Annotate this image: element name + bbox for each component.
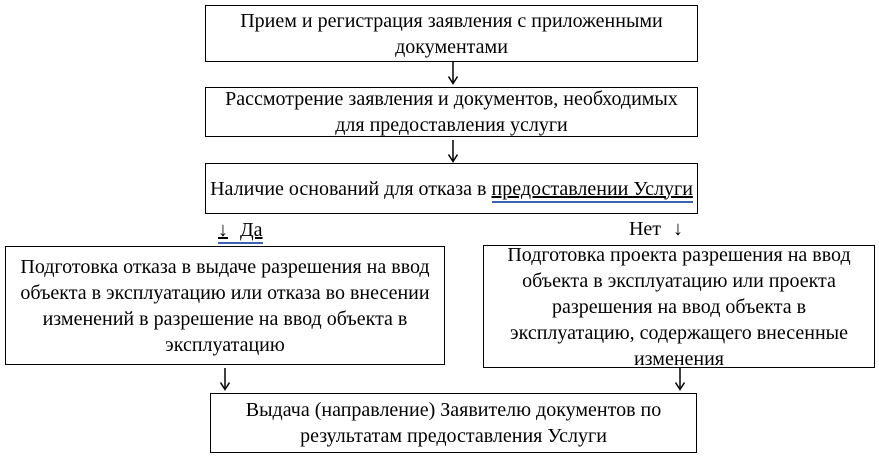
flow-node-review xyxy=(205,87,698,137)
down-arrow-approval-to-issuance xyxy=(672,367,688,391)
down-arrow-no-branch: ↓ xyxy=(673,218,683,240)
flow-node-decision-prefix: Наличие оснований для отказа в xyxy=(210,177,492,200)
flow-node-review-text: Рассмотрение заявления и документов, необходимых для предоставления услуги xyxy=(225,88,678,136)
branch-no-text: Нет xyxy=(628,218,661,240)
branch-yes-underlined xyxy=(218,219,263,244)
flow-node-decision-underlined-text: предоставлении Услуги xyxy=(492,178,693,203)
down-arrow-yes-branch: ↓ xyxy=(218,219,228,241)
flow-node-issuance-text: Выдача (направление) Заявителю документов по результатам предоставления Услуги xyxy=(245,399,662,447)
flow-node-refusal-text: Подготовка отказа в выдаче разрешения на ввод объекта в эксплуатацию или отказа во внесении изменений в разрешение на ввод объекта в эксплуатацию xyxy=(20,255,430,356)
branch-label-no xyxy=(629,217,683,241)
branch-label-yes xyxy=(218,218,263,242)
down-arrow-reception-to-review xyxy=(445,61,461,85)
flow-node-refusal xyxy=(5,246,445,365)
flow-node-approval xyxy=(483,245,875,368)
flow-node-decision-text xyxy=(210,176,693,202)
flow-node-issuance xyxy=(210,393,697,453)
down-arrow-refusal-to-issuance xyxy=(217,367,233,391)
flow-node-decision xyxy=(205,163,698,214)
flow-node-approval-text: Подготовка проекта разрешения на ввод объекта в эксплуатацию или проекта разрешения на ввод объекта в эксплуатацию, содержащего внесенные изменения xyxy=(507,243,851,370)
flow-node-reception xyxy=(205,5,698,62)
down-arrow-review-to-decision xyxy=(445,139,461,163)
branch-yes-text: Да xyxy=(240,219,263,241)
flow-node-reception-text: Прием и регистрация заявления с приложенными документами xyxy=(240,9,663,58)
